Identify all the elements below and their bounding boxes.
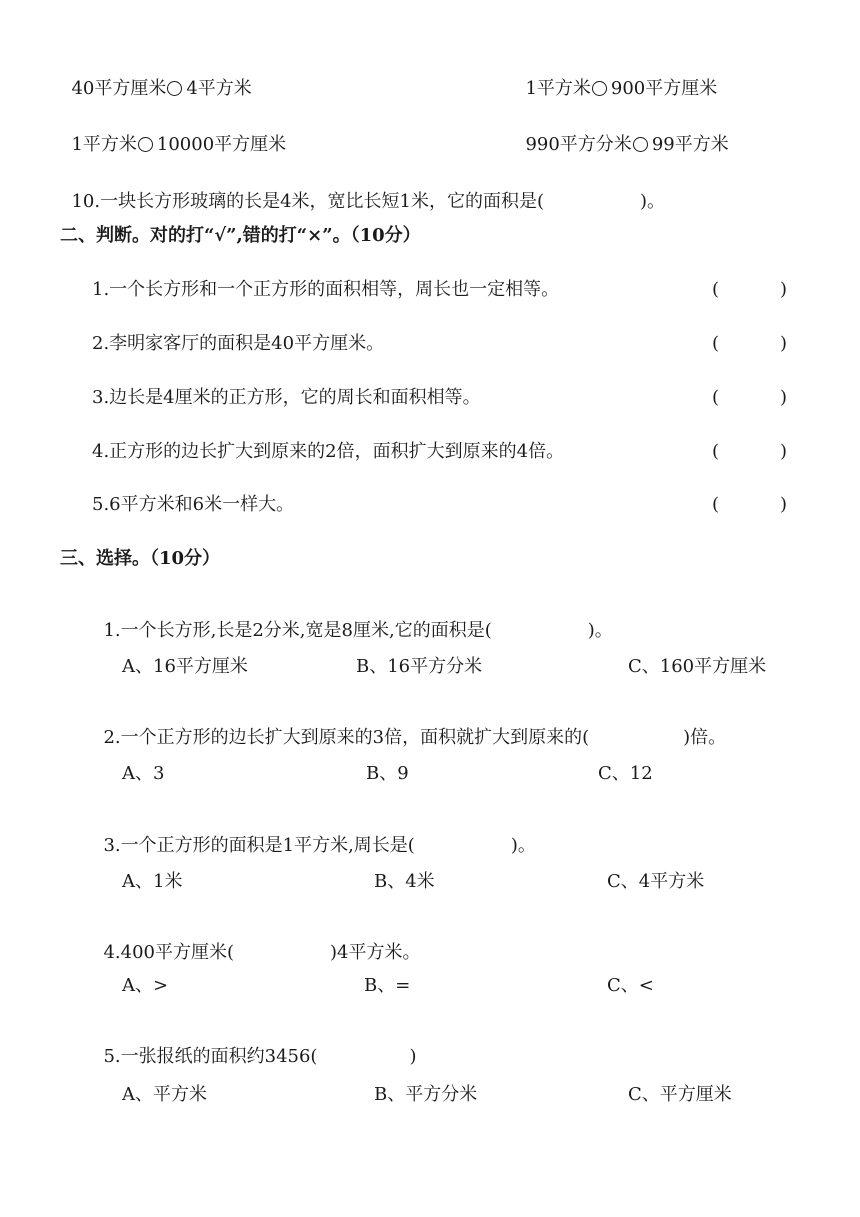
compare-right: 4平方米 [186, 78, 252, 99]
section-title: 二、判断。对的打“√”,错的打“×”。（10分） [60, 225, 421, 246]
compare-left: 40平方厘米 [71, 78, 167, 99]
option-a: A、1米 [122, 871, 183, 892]
answer-paren-open[interactable]: ( [712, 333, 720, 354]
option-c: C、160平方厘米 [628, 656, 767, 677]
option-a: A、3 [122, 763, 165, 784]
compare-right: 99平方米 [651, 134, 729, 155]
compare-left: 990平方分米 [525, 134, 632, 155]
choice-question: 3.一个正方形的面积是1平方米,周长是( )。 [103, 835, 536, 856]
compare-item [514, 62, 717, 98]
answer-paren-close: ) [780, 387, 788, 408]
compare-item [514, 118, 729, 154]
answer-paren-open[interactable]: ( [712, 279, 720, 300]
answer-paren-close: ) [780, 441, 788, 462]
option-c: C、< [607, 975, 654, 996]
circle-blank-icon[interactable] [592, 81, 607, 96]
circle-blank-icon[interactable] [633, 137, 648, 152]
option-b: B、16平方分米 [356, 656, 483, 677]
answer-paren-close: ) [780, 494, 788, 515]
compare-right: 10000平方厘米 [156, 134, 287, 155]
answer-paren-open[interactable]: ( [712, 494, 720, 515]
option-c: C、平方厘米 [628, 1084, 732, 1105]
compare-right: 900平方厘米 [610, 78, 718, 99]
question-10: 10.一块长方形玻璃的长是4米，宽比长短1米，它的面积是( )。 [71, 191, 666, 212]
circle-blank-icon[interactable] [138, 137, 153, 152]
option-c: C、4平方米 [607, 871, 705, 892]
option-c: C、12 [598, 763, 653, 784]
choice-question: 1.一个长方形,长是2分米,宽是8厘米,它的面积是( )。 [103, 620, 613, 641]
circle-blank-icon[interactable] [167, 81, 182, 96]
compare-item [60, 62, 252, 98]
section-title: 三、选择。（10分） [60, 548, 221, 569]
judge-item: 2.李明家客厅的面积是40平方厘米。 [92, 333, 385, 354]
judge-item: 5.6平方米和6米一样大。 [92, 494, 295, 515]
option-b: B、4米 [374, 871, 435, 892]
answer-paren-open[interactable]: ( [712, 387, 720, 408]
answer-paren-open[interactable]: ( [712, 441, 720, 462]
choice-question: 5.一张报纸的面积约3456( ) [103, 1046, 417, 1067]
option-a: A、平方米 [122, 1084, 207, 1105]
judge-item: 1.一个长方形和一个正方形的面积相等，周长也一定相等。 [92, 279, 560, 300]
answer-paren-close: ) [780, 333, 788, 354]
option-b: B、平方分米 [374, 1084, 478, 1105]
compare-item [60, 118, 286, 154]
judge-item: 4.正方形的边长扩大到原来的2倍，面积扩大到原来的4倍。 [92, 441, 565, 462]
option-a: A、16平方厘米 [122, 656, 248, 677]
choice-question: 4.400平方厘米( )4平方米。 [103, 942, 421, 963]
option-a: A、> [122, 975, 169, 996]
compare-left: 1平方米 [525, 78, 591, 99]
option-b: B、= [364, 975, 411, 996]
judge-item: 3.边长是4厘米的正方形，它的周长和面积相等。 [92, 387, 481, 408]
answer-paren-close: ) [780, 279, 788, 300]
compare-left: 1平方米 [71, 134, 137, 155]
choice-question: 2.一个正方形的边长扩大到原来的3倍，面积就扩大到原来的( )倍。 [103, 727, 727, 748]
option-b: B、9 [366, 763, 409, 784]
